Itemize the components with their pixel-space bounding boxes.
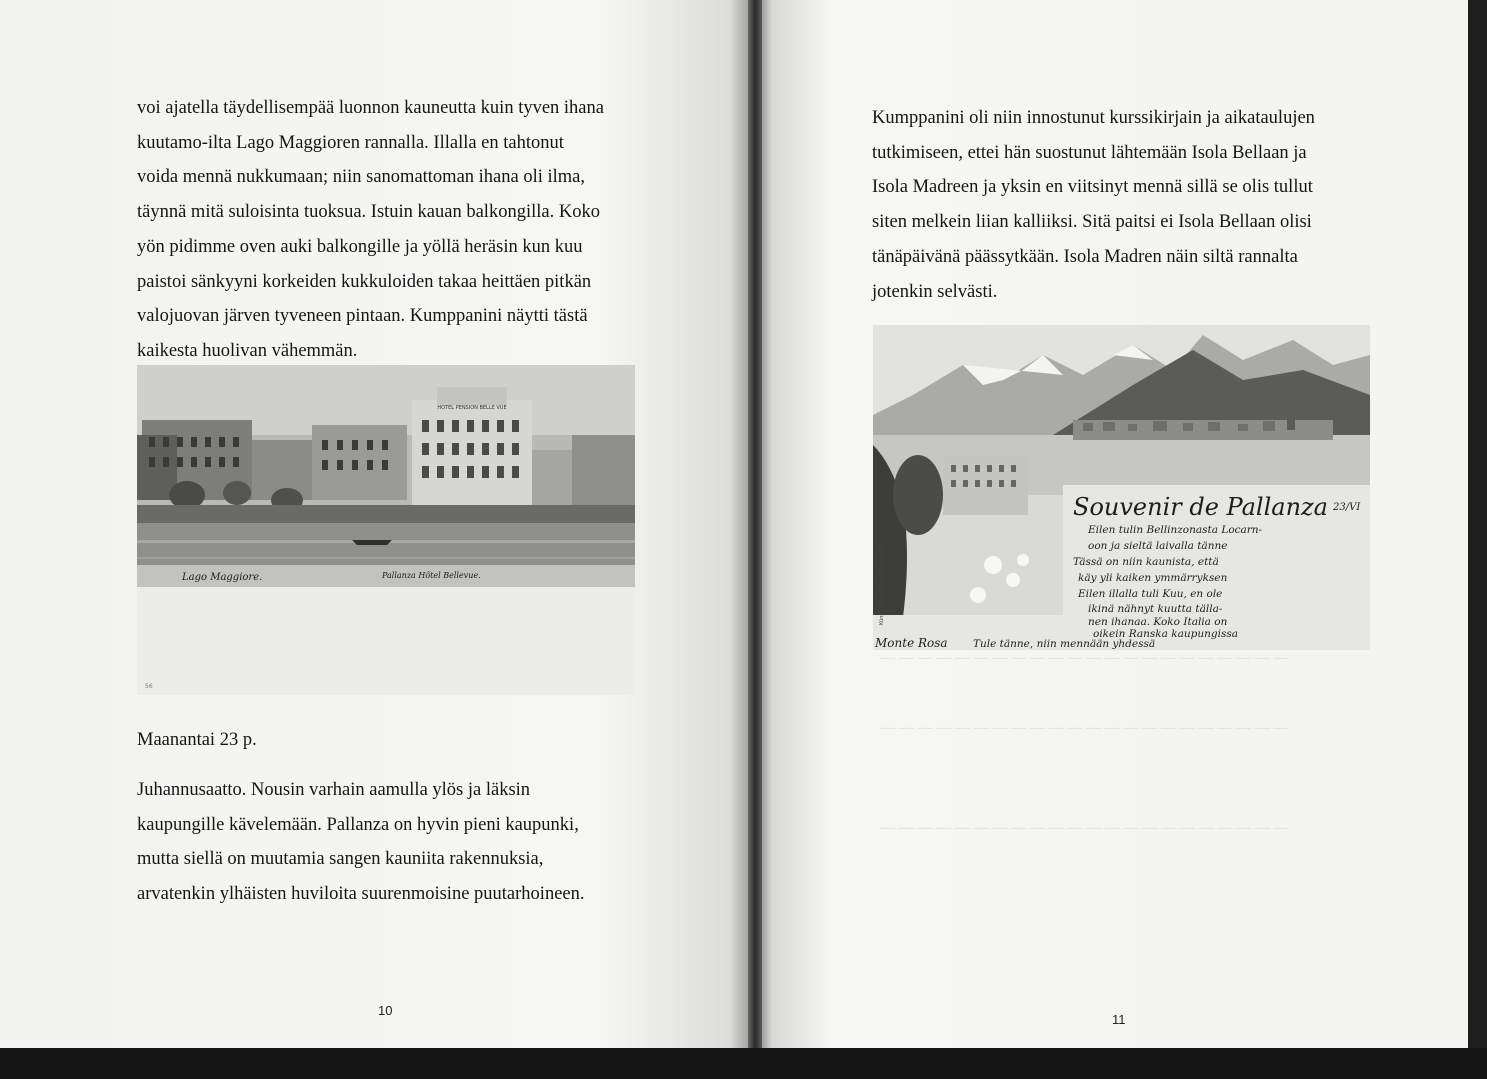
photo-caption-right: Pallanza Hôtel Bellevue. — [382, 571, 481, 580]
handwriting-line: Tule tänne, niin mennään yhdessä — [973, 638, 1156, 650]
text-line: siten melkein liian kalliiksi. Sitä paitsi ei Isola Bellaan olisi — [872, 212, 1312, 233]
scan-edge-bottom — [0, 1048, 1487, 1079]
text-line: voida mennä nukkumaan; niin sanomattoman ihana oli ilma, — [137, 167, 586, 188]
text-line: Juhannusaatto. Nousin varhain aamulla ylös ja läksin — [137, 780, 531, 800]
handwriting-line: ikinä nähnyt kuutta tälla- — [1088, 603, 1223, 615]
hotel-bellevue-photo — [137, 365, 635, 695]
postcard-side-print: Künzli Frères, Zürich. Dépose No. — [879, 542, 885, 625]
text-line: Kumppanini oli niin innostunut kurssikirjain ja aikataulujen — [872, 108, 1315, 128]
handwriting-line: Eilen tulin Bellinzonasta Locarn- — [1088, 524, 1263, 536]
text-line: tutkimiseen, ettei hän suostunut lähtemään Isola Bellaan ja — [872, 142, 1307, 163]
handwriting-line: oon ja sieltä laivalla tänne — [1088, 540, 1228, 552]
hotel-sign: HOTEL PENSION BELLE VUE — [437, 405, 507, 411]
handwriting-line: Eilen illalla tuli Kuu, en ole — [1078, 588, 1223, 600]
scan-edge-right — [1468, 0, 1487, 1079]
photo-corner-number: 56 — [145, 683, 153, 690]
book-spine — [748, 0, 762, 1079]
text-line: kaupungille kävelemään. Pallanza on hyvin pieni kaupunki, — [137, 814, 579, 835]
postcard-footer-left: Monte Rosa — [875, 636, 948, 650]
text-line: täynnä mitä suloisinta tuoksua. Istuin kauan balkongilla. Koko — [137, 202, 600, 223]
handwriting-line: Tässä on niin kaunista, että — [1073, 556, 1219, 568]
left-paragraph-1 — [137, 91, 604, 369]
pallanza-postcard — [873, 325, 1370, 650]
handwriting-line: oikein Ranska kaupungissa — [1093, 628, 1238, 640]
text-line: arvatenkin ylhäisten huviloita suurenmoisine puutarhoineen. — [137, 884, 585, 905]
left-paragraph-2 — [137, 773, 585, 912]
handwriting-line: käy yli kaiken ymmärryksen — [1078, 572, 1228, 584]
handwriting-line: nen ihanaa. Koko Italia on — [1088, 616, 1228, 628]
text-line: tänäpäivänä päässytkään. Isola Madren näin siltä rannalta — [872, 246, 1298, 267]
date-heading: Maanantai 23 p. — [137, 730, 257, 750]
bleed-through-text: — — — — — — — — — — — — — — — — — — — — — — — [880, 720, 1289, 736]
page-number-right: 11 — [1112, 1012, 1126, 1027]
text-line: paistoi sänkyyni korkeiden kukkuloiden takaa heittäen pitkän — [137, 271, 592, 292]
bleed-through-text: — — — — — — — — — — — — — — — — — — — — — — — [880, 650, 1289, 666]
page-number-left: 10 — [378, 1003, 393, 1018]
text-line: kaikesta huolivan vähemmän. — [137, 340, 358, 361]
text-line: voi ajatella täydellisempää luonnon kauneutta kuin tyven ihana — [137, 98, 604, 118]
text-line: valojuovan järven tyveneen pintaan. Kumppanini näytti tästä — [137, 306, 588, 327]
text-line: kuutamo-ilta Lago Maggioren rannalla. Illalla en tahtonut — [137, 132, 564, 153]
text-line: yön pidimme oven auki balkongille ja yöllä heräsin kun kuu — [137, 236, 583, 257]
text-line: mutta siellä on muutamia sangen kauniita rakennuksia, — [137, 849, 544, 870]
text-line: Isola Madreen ja yksin en viitsinyt mennä sillä se olis tullut — [872, 177, 1313, 198]
bleed-through-text: — — — — — — — — — — — — — — — — — — — — — — — [880, 820, 1289, 836]
souvenir-title: Souvenir de Pallanza — [1073, 493, 1328, 521]
postcard-date-mark: 23/VI — [1333, 502, 1361, 513]
text-line: jotenkin selvästi. — [872, 281, 998, 302]
right-paragraph-1 — [872, 101, 1315, 309]
photo-caption-left: Lago Maggiore. — [182, 572, 263, 583]
